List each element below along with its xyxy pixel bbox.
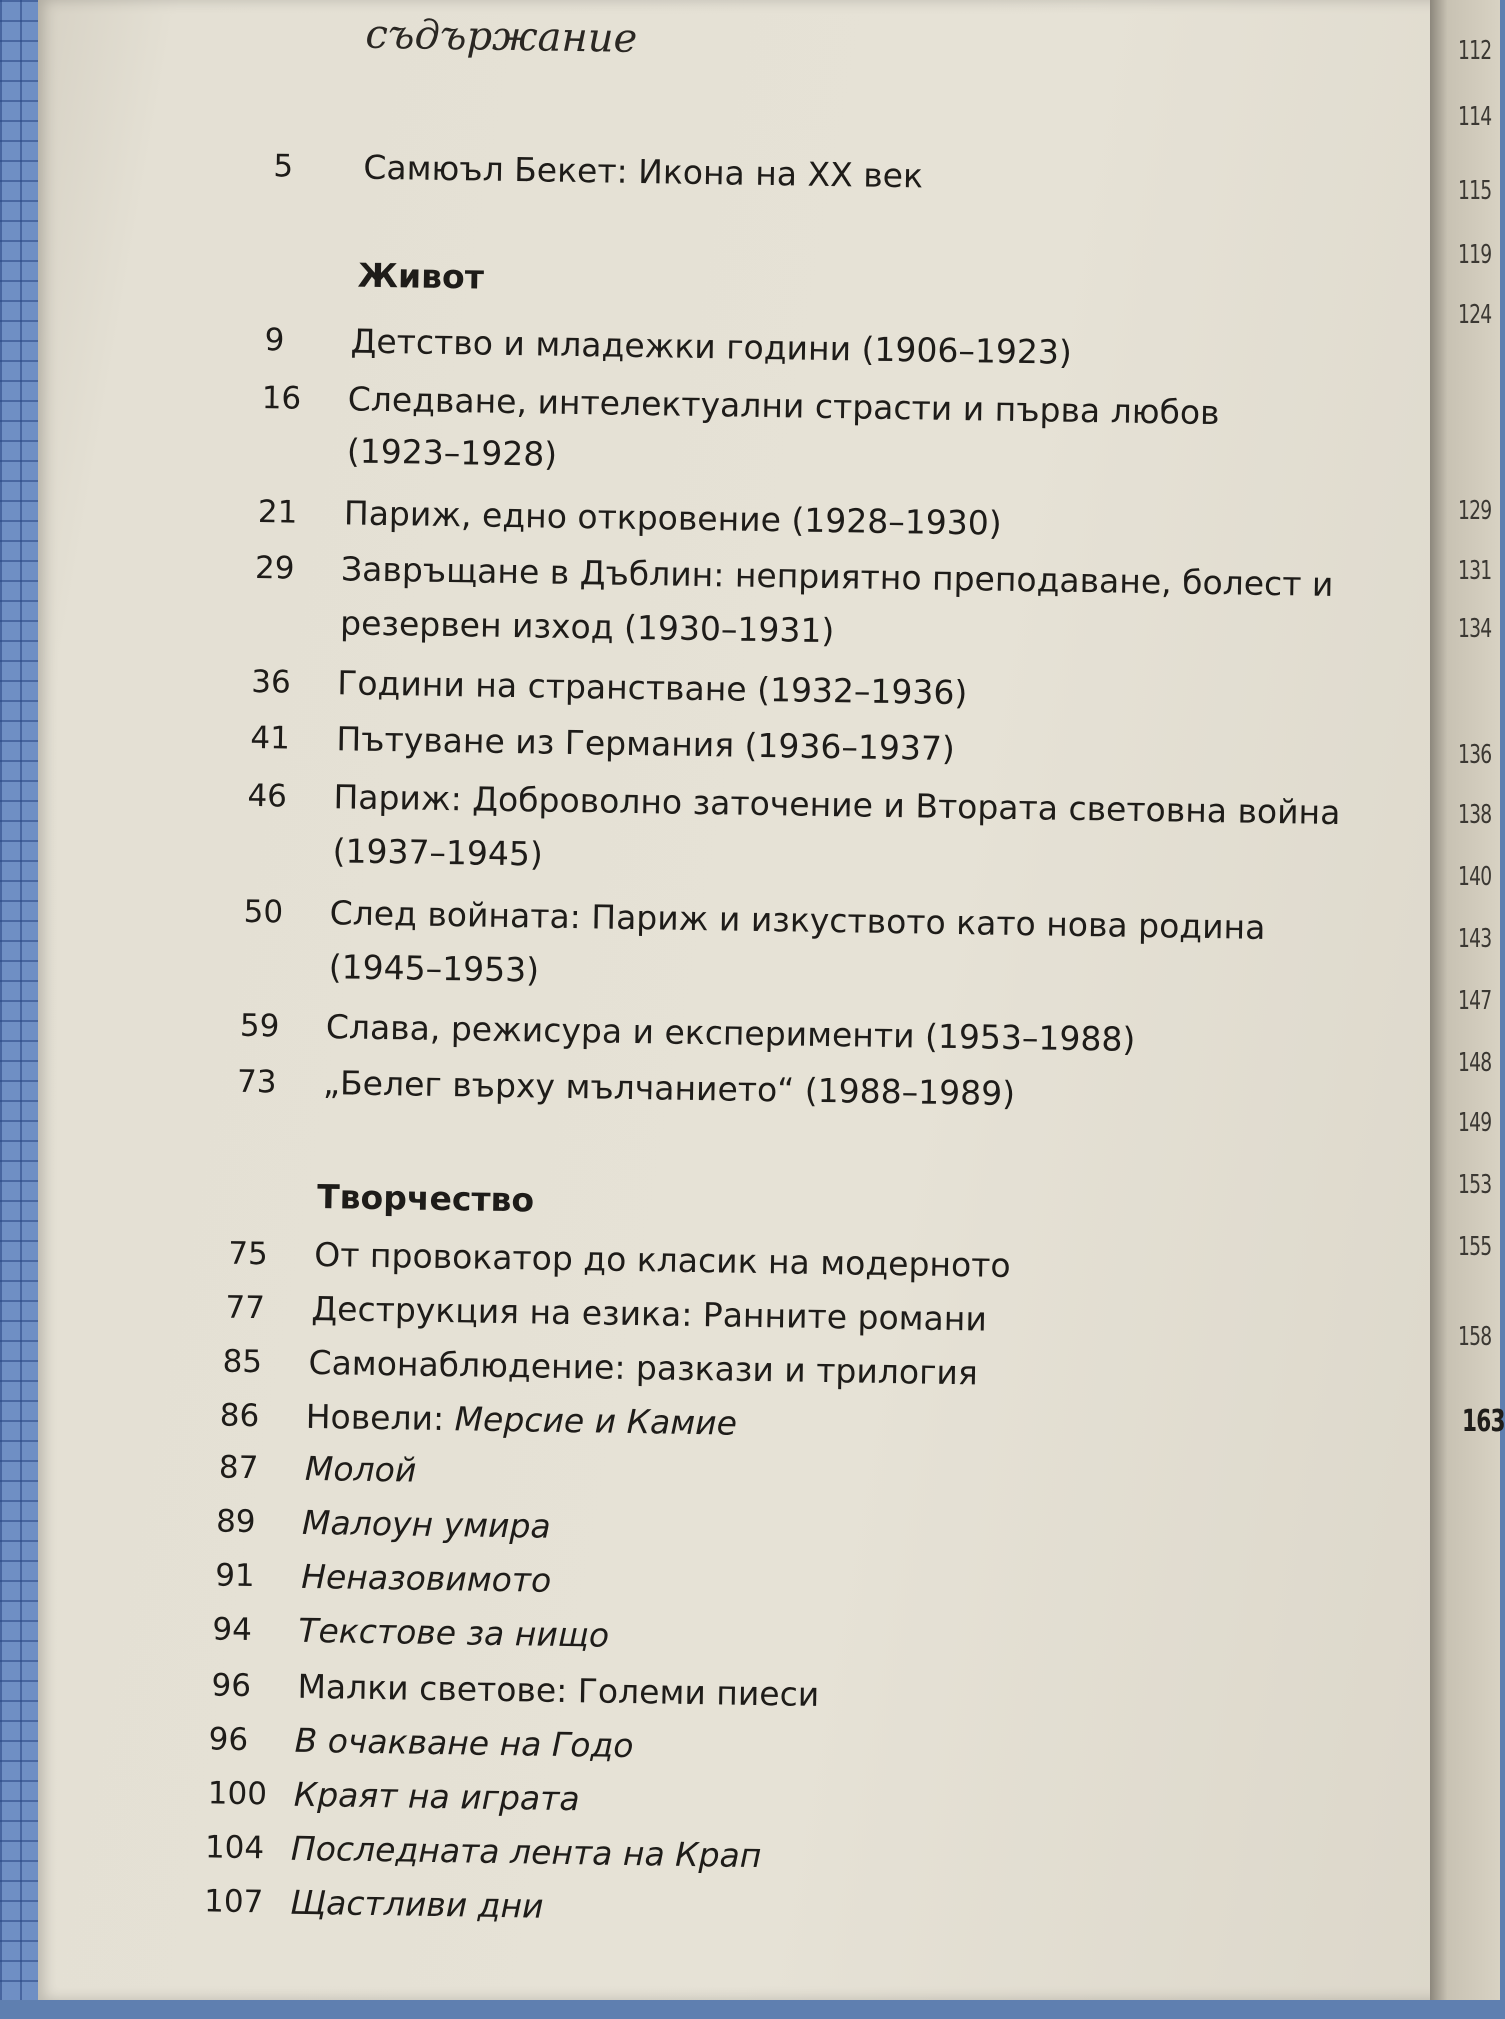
entry-page-number: 96 — [211, 1667, 252, 1705]
facing-page-number: 129 — [1458, 496, 1492, 526]
facing-page-number: 155 — [1458, 1232, 1492, 1262]
facing-page-number: 115 — [1458, 176, 1492, 206]
entry-page-number: 16 — [261, 380, 302, 417]
entry-page-number: 77 — [225, 1289, 266, 1327]
entry-title-continuation: (1923–1928) — [346, 431, 558, 474]
entry-page-number: 96 — [208, 1721, 249, 1759]
entry-title: Краят на играта — [293, 1774, 580, 1819]
facing-page-number: 143 — [1458, 924, 1492, 954]
entry-title: Щастливи дни — [289, 1882, 544, 1926]
entry-title: Молой — [304, 1448, 417, 1490]
section-heading-works: Творчество — [316, 1177, 535, 1220]
entry-page-number: 87 — [218, 1449, 259, 1487]
entry-title: Пътуване из Германия (1936–1937) — [336, 719, 956, 769]
entry-page-number: 36 — [251, 663, 292, 701]
entry-title: Деструкция на езика: Ранните романи — [311, 1288, 988, 1339]
facing-page-number: 153 — [1458, 1170, 1492, 1200]
facing-page-number: 148 — [1458, 1048, 1492, 1078]
entry-title: Париж: Доброволно заточение и Втората световна война — [333, 777, 1341, 833]
entry-page-number: 21 — [257, 494, 298, 531]
entry-title: Неназовимото — [300, 1556, 552, 1600]
entry-page-number: 73 — [236, 1063, 277, 1101]
entry-page-number: 86 — [219, 1397, 260, 1435]
entry-page-number: 9 — [264, 322, 285, 359]
facing-page-number: 119 — [1458, 240, 1492, 270]
facing-page-number: 163 — [1462, 1404, 1505, 1439]
facing-page-number: 158 — [1458, 1322, 1492, 1352]
entry-title: Следване, интелектуални страсти и първа любов — [347, 379, 1220, 433]
entry-title: След войната: Париж и изкуството като нова родина — [329, 893, 1266, 947]
facing-page-number: 124 — [1458, 300, 1492, 330]
toc-title: съдържание — [365, 11, 638, 62]
entry-title: Париж, едно откровение (1928–1930) — [343, 493, 1002, 543]
facing-page-number: 131 — [1458, 556, 1492, 586]
entry-page-number: 107 — [203, 1883, 264, 1921]
facing-page-number: 134 — [1458, 614, 1492, 644]
entry-title: Години на странстване (1932–1936) — [336, 663, 968, 713]
entry-title-continuation: резервен изход (1930–1931) — [339, 603, 835, 651]
facing-page-number: 140 — [1458, 862, 1492, 892]
entry-title-italic: Мерсие и Камие — [454, 1399, 738, 1443]
entry-page-number: 29 — [254, 549, 295, 587]
entry-page-number: 100 — [207, 1775, 268, 1813]
entry-title: Текстове за нищо — [298, 1610, 610, 1655]
entry-title: Малки светове: Големи пиеси — [297, 1666, 820, 1714]
entry-page-number: 59 — [239, 1007, 280, 1045]
entry-title: „Белег върху мълчанието“ (1988–1989) — [322, 1063, 1016, 1113]
entry-title-prefix: Новели: — [305, 1396, 455, 1439]
entry-title: В очакване на Годо — [294, 1720, 634, 1766]
entry-page-number: 5 — [273, 148, 294, 185]
entry-title: Самюъл Бекет: Икона на XX век — [363, 147, 924, 196]
entry-page-number: 94 — [212, 1611, 253, 1649]
entry-page-number: 41 — [250, 719, 291, 757]
entry-title: Последната лента на Крап — [290, 1828, 762, 1876]
entry-title: Малоун умира — [301, 1502, 551, 1546]
facing-page-number: 147 — [1458, 986, 1492, 1016]
entry-title-continuation: (1945–1953) — [328, 947, 540, 990]
entry-title: Детство и младежки години (1906–1923) — [350, 321, 1073, 372]
entry-title: Завръщане в Дъблин: неприятно преподаване, болест и — [340, 549, 1334, 604]
facing-page-number: 138 — [1458, 800, 1492, 830]
entry-title: Самонаблюдение: разкази и трилогия — [308, 1342, 979, 1393]
entry-page-number: 75 — [228, 1235, 269, 1273]
entry-page-number: 85 — [222, 1343, 263, 1381]
entry-title-continuation: (1937–1945) — [332, 831, 544, 874]
entry-page-number: 50 — [243, 893, 284, 931]
section-heading-life: Живот — [357, 255, 485, 297]
entry-page-number: 91 — [214, 1557, 255, 1595]
facing-page-number: 114 — [1458, 102, 1492, 132]
entry-page-number: 46 — [247, 777, 288, 815]
facing-page-number: 149 — [1458, 1108, 1492, 1138]
facing-page-number: 112 — [1458, 36, 1492, 66]
entry-title: Слава, режисура и експерименти (1953–1988) — [325, 1007, 1136, 1059]
entry-title: От провокатор до класик на модерното — [313, 1235, 1011, 1285]
entry-page-number: 89 — [215, 1503, 256, 1541]
facing-page-number: 136 — [1458, 740, 1492, 770]
entry-page-number: 104 — [204, 1829, 265, 1867]
